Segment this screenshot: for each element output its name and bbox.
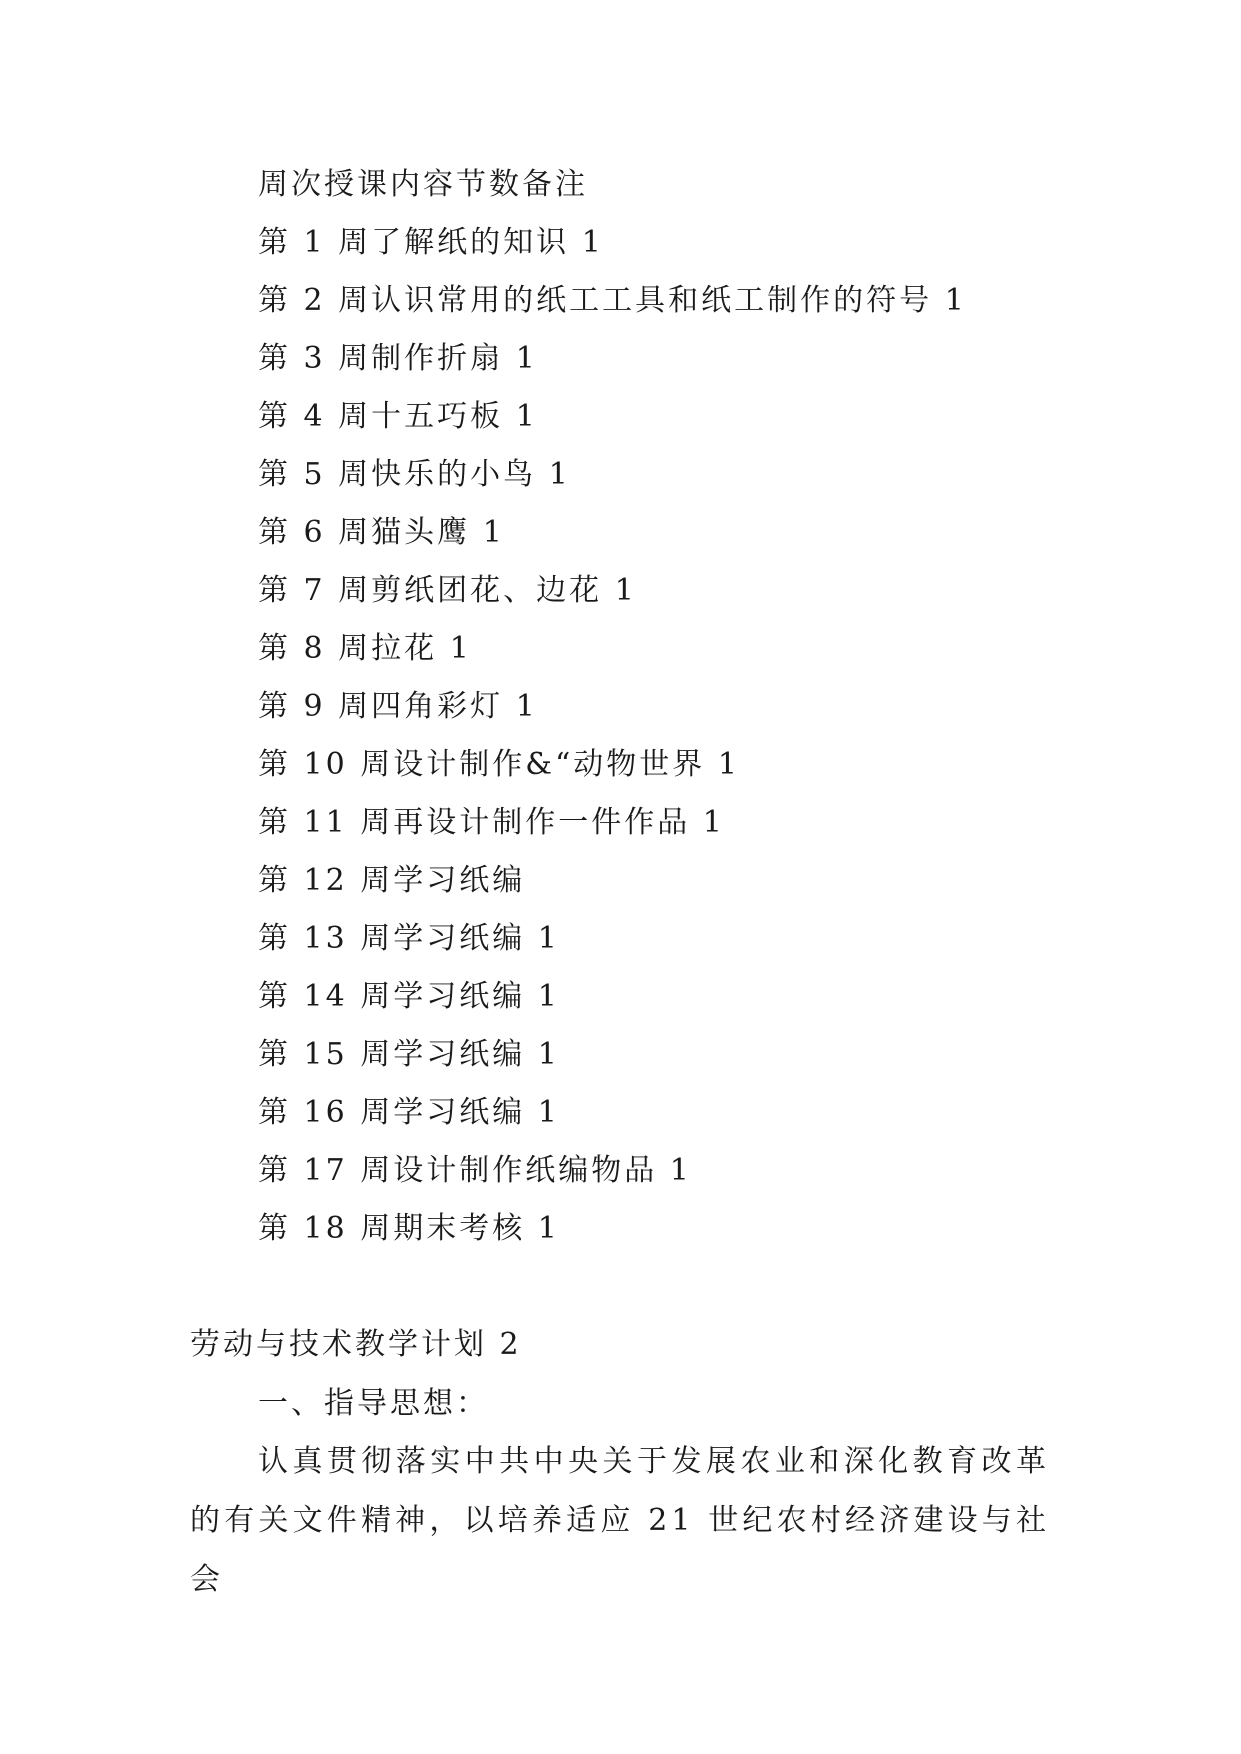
- section-title: 劳动与技术教学计划 2: [190, 1327, 522, 1362]
- schedule-row: 第 15 周学习纸编 1: [258, 1037, 560, 1072]
- body-paragraph: 认真贯彻落实中共中央关于发展农业和深化教育改革的有关文件精神，以培养适应 21 世纪农村经济建设与社会: [190, 1444, 1050, 1597]
- schedule-row: 第 6 周猫头鹰 1: [258, 515, 505, 550]
- schedule-row: 第 1 周了解纸的知识 1: [258, 225, 604, 260]
- schedule-row: 第 7 周剪纸团花、边花 1: [258, 573, 637, 608]
- schedule-row: 第 8 周拉花 1: [258, 631, 472, 666]
- schedule-row: 第 10 周设计制作&“动物世界 1: [258, 747, 740, 782]
- schedule-header: 周次授课内容节数备注: [258, 167, 588, 202]
- schedule-row: 第 4 周十五巧板 1: [258, 399, 538, 434]
- schedule-row: 第 14 周学习纸编 1: [258, 979, 560, 1014]
- schedule-row: 第 17 周设计制作纸编物品 1: [258, 1153, 692, 1188]
- schedule-row: 第 2 周认识常用的纸工工具和纸工制作的符号 1: [258, 283, 967, 318]
- schedule-row: 第 5 周快乐的小鸟 1: [258, 457, 571, 492]
- schedule-row: 第 13 周学习纸编 1: [258, 921, 560, 956]
- schedule-row: 第 16 周学习纸编 1: [258, 1095, 560, 1130]
- schedule-row: 第 3 周制作折扇 1: [258, 341, 538, 376]
- schedule-row: 第 12 周学习纸编: [258, 863, 526, 898]
- schedule-row: 第 18 周期末考核 1: [258, 1211, 560, 1246]
- schedule-row: 第 9 周四角彩灯 1: [258, 689, 538, 724]
- schedule-row: 第 11 周再设计制作一件作品 1: [258, 805, 725, 840]
- subheading: 一、指导思想：: [258, 1386, 489, 1421]
